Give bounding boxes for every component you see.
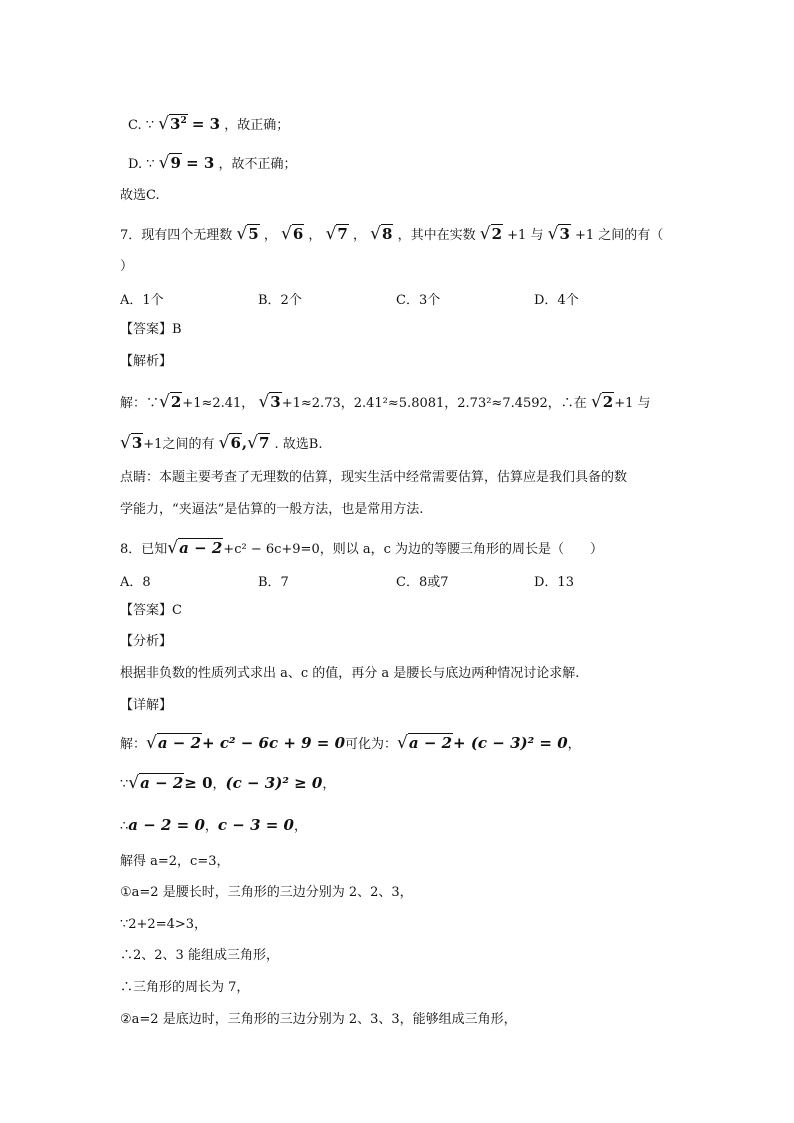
q7-option-a: A．1个 (120, 293, 164, 308)
q8-xiangjie-heading: 【详解】 (120, 698, 173, 713)
eq-a: a − 2 = 0 (128, 816, 205, 834)
equals-three: = 3 (186, 154, 215, 172)
solution-prefix: 解： (120, 737, 147, 752)
q8-option-a: A．8 (120, 575, 151, 590)
approx-2-41: +1≈2.41， (182, 396, 255, 411)
q8-option-c: C．8或7 (396, 575, 449, 590)
sqrt-9: √9 (158, 153, 181, 173)
q7-analysis-heading: 【解析】 (120, 354, 173, 369)
sqrt-2: √2 (590, 392, 614, 412)
sqrt-a-minus-2: √a − 2 (128, 773, 184, 793)
sqrt-3: √3 (547, 224, 570, 244)
equals-three: = 3 (191, 115, 221, 133)
sqrt-3-squared: $√3^2$ (158, 114, 187, 134)
comma: ， (263, 228, 277, 243)
q8-fenxi-heading: 【分析】 (120, 634, 173, 649)
sqrt-a-minus-2: √a − 2 (397, 733, 453, 753)
q8-derivation-line2 (120, 773, 335, 795)
option-c-prefix: C. ∵ (128, 118, 155, 133)
q7-stem-text: 7．现有四个无理数 (120, 228, 233, 243)
q7-answer: 【答案】B (120, 322, 182, 337)
sqrt-8: √8 (370, 224, 393, 244)
q7-stem (120, 224, 663, 246)
approx-chain: +1≈2.73，2.41²≈5.8081，2.73²≈7.4592，∴在 (281, 396, 587, 411)
plus-one-and: +1 与 (507, 228, 544, 243)
q7-close-paren: ） (120, 259, 134, 274)
sqrt-7: √7 (247, 433, 270, 453)
quadratic-expr: + c² − 6c + 9 = 0 (202, 734, 346, 752)
comma: ， (567, 737, 581, 752)
nonneg-1: ≥ 0 (184, 774, 213, 792)
q8-derivation-line9: ②a=2 是底边时，三角形的三边分别为 2、3、3，能够组成三角形， (120, 1012, 517, 1027)
q8-option-d: D．13 (534, 575, 574, 590)
comma: ， (322, 777, 336, 792)
q7-note-line1: 点睛：本题主要考查了无理数的估算，现实生活中经常需要估算，估算应是我们具备的数 (120, 470, 628, 485)
q8-stem (120, 538, 603, 560)
comma: ， (212, 777, 226, 792)
q7-solution-line2 (120, 433, 322, 455)
choose-c-line: 故选C. (120, 188, 160, 203)
q7-option-d: D．4个 (534, 293, 579, 308)
q7-note-line2: 学能力，“夹逼法”是估算的一般方法，也是常用方法. (120, 502, 424, 517)
option-c-verdict: ，故正确； (224, 118, 290, 133)
q8-derivation-line4: 解得 a=2，c=3， (120, 854, 230, 869)
sqrt-7: √7 (325, 224, 348, 244)
q7-stem-mid: ，其中在实数 (397, 228, 476, 243)
choose-b: . 故选B. (274, 437, 323, 452)
sqrt-3: √3 (258, 392, 281, 412)
q8-derivation-line7: ∴2、2、3 能组成三角形， (120, 948, 279, 963)
q8-option-b: B．7 (258, 575, 289, 590)
sqrt-a-minus-2: √a − 2 (146, 733, 202, 753)
sqrt-6: √6 (218, 433, 241, 453)
sqrt-3: √3 (120, 433, 143, 453)
comma: ， (353, 228, 367, 243)
option-d-verdict: ，故不正确； (218, 157, 297, 172)
q8-derivation-line8: ∴三角形的周长为 7， (120, 980, 250, 995)
sqrt-5: √5 (236, 224, 259, 244)
q8-answer: 【答案】C (120, 603, 182, 618)
q8-derivation-line3 (120, 815, 307, 837)
q8-stem-start: 8．已知 (120, 542, 168, 557)
sqrt-6: √6 (281, 224, 304, 244)
nonneg-2: (c − 3)² ≥ 0 (225, 774, 323, 792)
comma: , (241, 434, 248, 452)
q7-option-c: C．3个 (396, 293, 441, 308)
because-symbol: ∵ (120, 777, 129, 792)
sqrt-2: √2 (159, 392, 182, 412)
eq-c: c − 3 = 0 (217, 816, 294, 834)
therefore-symbol: ∴ (120, 819, 129, 834)
plus-one-and: +1 与 (614, 396, 651, 411)
q8-derivation-line1 (120, 733, 581, 755)
option-c-line (128, 114, 289, 136)
solution-prefix: 解：∵ (120, 396, 160, 411)
sqrt-2: √2 (479, 224, 503, 244)
sqrt-a-minus-2: √a − 2 (167, 538, 223, 558)
comma: ， (204, 819, 218, 834)
can-be-written: 可化为： (345, 737, 398, 752)
q8-derivation-line6: ∵2+2=4>3， (120, 917, 208, 932)
between-text: +1之间的有 (143, 437, 215, 452)
q8-stem-rest: +c² − 6c+9=0，则以 a，c 为边的等腰三角形的周长是（ ） (223, 542, 604, 557)
option-d-prefix: D. ∵ (128, 157, 155, 172)
q7-option-b: B．2个 (258, 293, 302, 308)
q8-derivation-line5: ①a=2 是腰长时，三角形的三边分别为 2、2、3， (120, 885, 413, 900)
q7-solution-line1 (120, 392, 651, 414)
q8-fenxi-text: 根据非负数的性质列式求出 a、c 的值，再分 a 是腰长与底边两种情况讨论求解. (120, 666, 580, 681)
option-d-line (128, 153, 296, 175)
comma: ， (308, 228, 322, 243)
square-expr: + (c − 3)² = 0 (453, 734, 568, 752)
q7-stem-end: +1 之间的有（ (575, 228, 664, 243)
comma: ， (293, 819, 307, 834)
